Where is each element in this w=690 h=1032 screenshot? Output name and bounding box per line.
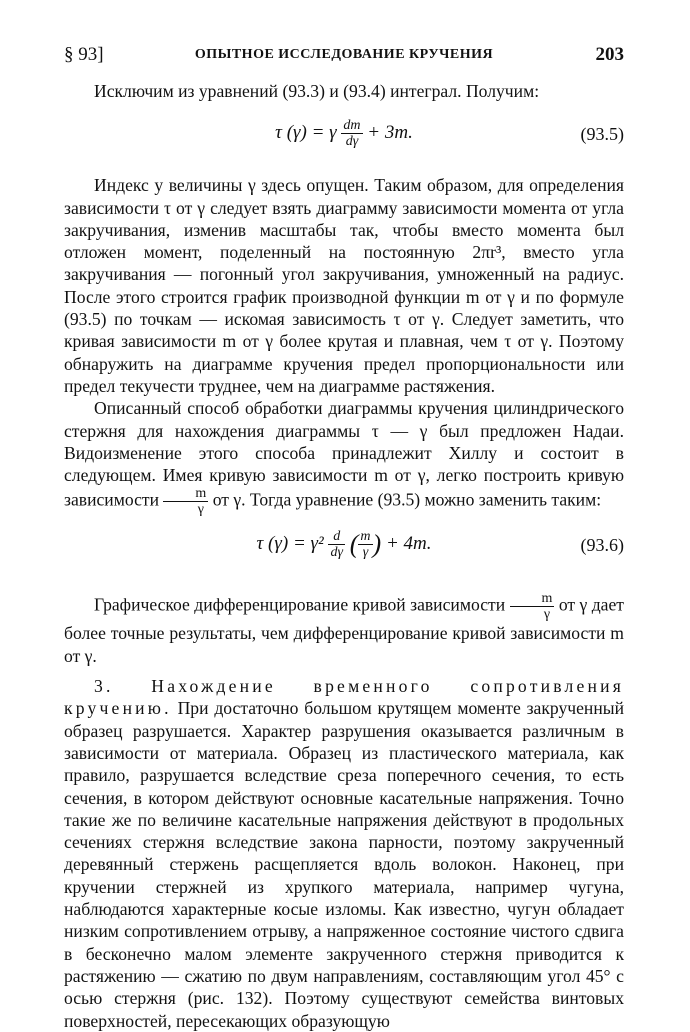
eq1-frac-den: dγ — [345, 134, 359, 150]
frac-den: γ — [197, 502, 204, 518]
inline-fraction — [510, 591, 555, 622]
eq1-frac-num: dm — [343, 118, 361, 134]
eq1-lhs: τ (γ) = γ — [275, 122, 337, 144]
paragraph-1: Исключим из уравнений (93.3) и (93.4) интеграл. Получим: — [94, 81, 540, 101]
inline-fraction — [163, 486, 208, 517]
eq2-paren-open: ( — [349, 529, 359, 559]
eq2-d-den: dγ — [330, 545, 343, 561]
paragraph-5 — [64, 675, 624, 1032]
eq2-fraction — [358, 529, 372, 560]
eq1-fraction — [341, 118, 362, 149]
text-body — [64, 80, 624, 1032]
paragraph-4-start: Графическое дифференцирование кривой зависимости — [94, 595, 506, 615]
frac-num: m — [510, 591, 555, 607]
equation-93-5 — [64, 118, 624, 158]
equation-number: (93.5) — [580, 124, 624, 145]
eq2-rhs: + 4m. — [385, 533, 432, 555]
paragraph-3-end: от γ. Тогда уравнение (93.5) можно заменить таким: — [212, 490, 602, 510]
running-header — [64, 44, 624, 72]
running-title: ОПЫТНОЕ ИССЛЕДОВАНИЕ КРУЧЕНИЯ — [194, 47, 494, 62]
subsection-heading: 3. Нахождение временного сопротивления кручению. — [64, 676, 624, 719]
eq2-d-fraction — [328, 529, 345, 560]
paragraph-2: Индекс у величины γ здесь опущен. Таким образом, для определения зависимости τ от γ следует взять диаграмму зависимости момента от угла закручивания, изменив масштабы так, чтобы вместо момента был отложен момент, поделенный на постоянную 2πr³, вместо угла закручивания — погонный угол закручивания, умноженный на радиус. После этого строится график производной функции m от γ и по формуле (93.5) по точкам — искомая зависимость τ от γ. Следует заметить, что кривая зависимости m от γ более крутая и плавная, чем τ от γ. Поэтому обнаружить на диаграмме кручения предел пропорциональности или предел текучести труднее, чем на диаграмме растяжения. — [64, 175, 624, 396]
equation-number: (93.6) — [580, 535, 624, 556]
eq2-paren-close: ) — [372, 529, 382, 559]
paragraph-4-end: от γ дает более точные результаты, чем дифференцирование кривой зависимости m от γ. — [64, 595, 624, 666]
eq1-rhs: + 3m. — [367, 122, 413, 144]
equation-formula — [64, 529, 624, 560]
eq2-d-num: d — [328, 529, 345, 545]
page-number: 203 — [595, 44, 624, 65]
paragraph-3 — [64, 397, 624, 517]
equation-formula — [64, 118, 624, 149]
paragraph-4 — [64, 591, 624, 667]
equation-93-6 — [64, 529, 624, 573]
section-mark: § 93] — [64, 44, 104, 65]
paragraph-5-text: При достаточно большом крутящем моменте закрученный образец разрушается. Характер разрушения оказывается различным в зависимости от материала. Образец из пластического материала, как правило, разрушается вследствие среза поперечного сечения, то есть сечения, в котором действуют основные касательные напряжения. Точно такие же по величине касательные напряжения действуют в продольных сечениях стержня вследствие закона парности, поэтому закрученный деревянный стержень расщепляется вдоль волокон. Наконец, при кручении стержней из хрупкого материала, например чугуна, наблюдаются характерные косые изломы. Как известно, чугун обладает низким сопротивлением отрыву, а напряженное состояние чистого сдвига в бесконечно малом элементе закрученного стержня приводится к растяжению — сжатию по двум направлениям, составляющим угол 45° с осью стержня (рис. 132). Поэтому существуют семейства винтовых поверхностей, пересекающих образующую — [64, 698, 624, 1031]
eq2-frac-num: m — [360, 529, 371, 545]
eq2-lhs: τ (γ) = γ² — [256, 533, 329, 555]
frac-num: m — [163, 486, 208, 502]
eq2-frac-den: γ — [362, 545, 369, 561]
paragraph-3-start: Описанный способ обработки диаграммы кручения цилиндрического стержня для нахождения диаграммы τ — γ был предложен Надаи. Видоизменение этого способа принадлежит Хиллу и состоит в следующем. Имея кривую зависимости m от γ, легко построить кривую зависимости — [64, 398, 624, 510]
frac-den: γ — [543, 607, 551, 623]
